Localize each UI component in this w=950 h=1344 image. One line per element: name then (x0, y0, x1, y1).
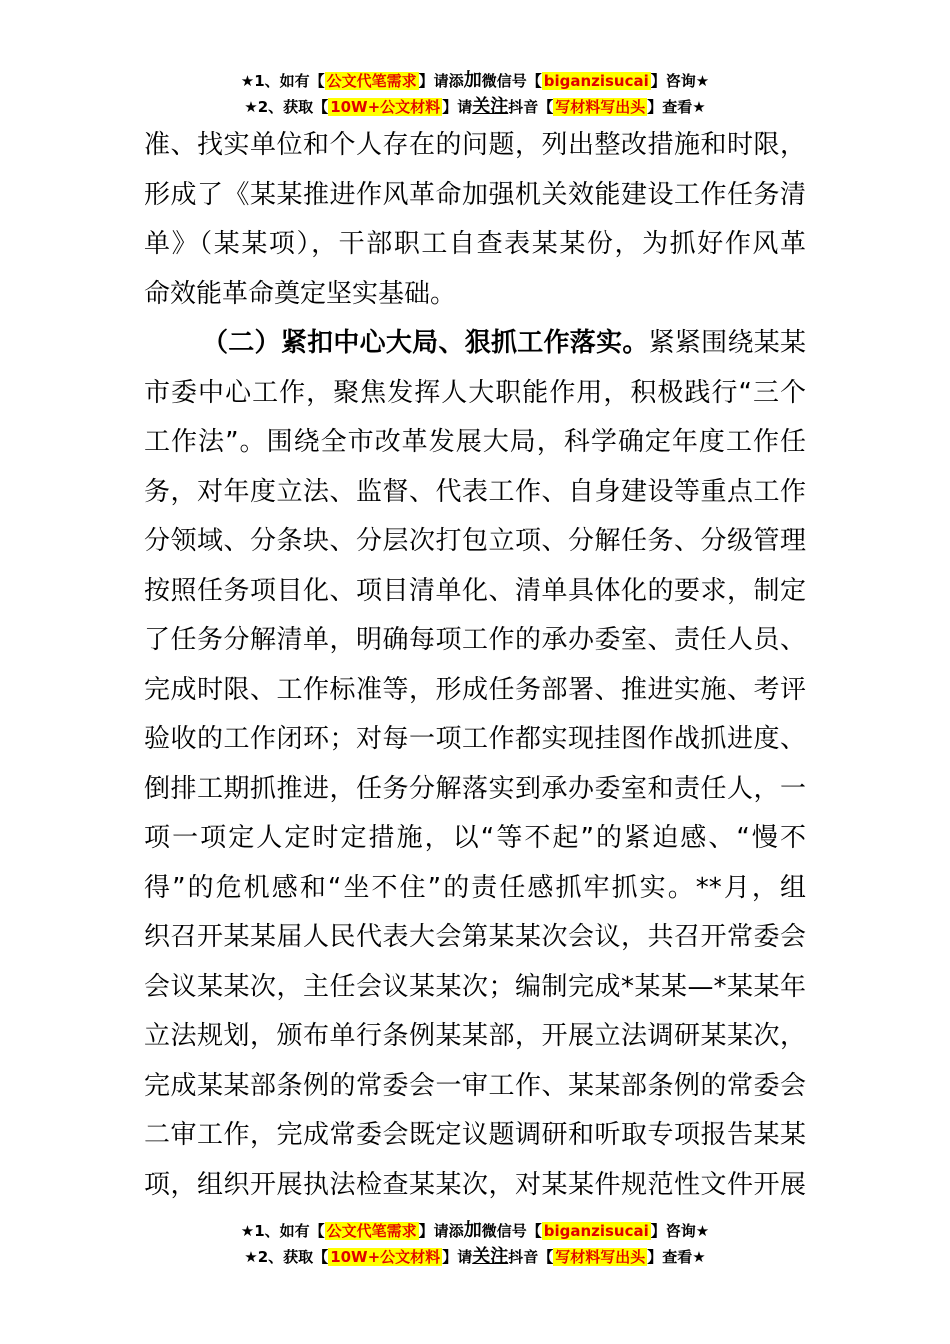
highlight-writing-service: 公文代笔需求 (326, 1222, 417, 1240)
text-line: 二审工作，完成常委会既定议题调研和听取专项报告某某 (144, 1120, 806, 1150)
text-line: 会议某某次，主任会议某某次；编制完成*某某—*某某年 (144, 971, 806, 1002)
highlight-writing-service: 公文代笔需求 (326, 72, 417, 90)
text-line: 完成时限、工作标准等，形成任务部署、推进实施、考评 (144, 674, 806, 705)
text-line: 得”的危机感和“坐不住”的责任感抓牢抓实。**月，组 (144, 872, 806, 903)
banner-line-1: ★1、如有【 公文代笔需求 】请添加微信号【 biganzisucai 】咨询★ (240, 1220, 710, 1241)
highlight-douyin: 写材料写出头 (555, 98, 646, 116)
text-line: 完成某某部条例的常委会一审工作、某某部条例的常委会 (144, 1070, 806, 1101)
highlight-wechat-id: biganzisucai (543, 1222, 649, 1240)
highlight-materials: 10W+公文材料 (330, 1248, 441, 1266)
text-line: 市委中心工作，聚焦发挥人大职能作用，积极践行“三个 (144, 377, 806, 408)
text-line: 形成了《某某推进作风革命加强机关效能建设工作任务清 (144, 179, 806, 210)
section-heading-line: （二）紧扣中心大局、狠抓工作落实。紧紧围绕某某 (202, 328, 806, 358)
banner-line-1: ★1、如有【 公文代笔需求 】请添加微信号【 biganzisucai 】咨询★ (240, 70, 710, 91)
banner-line-2: ★2、获取【 10W+公文材料 】请关注抖音【 写材料写出头 】查看★ (244, 96, 706, 117)
text-line: 工作法”。围绕全市改革发展大局，科学确定年度工作任 (144, 427, 806, 457)
text-line: 项，组织开展执法检查某某次，对某某件规范性文件开展 (144, 1169, 806, 1200)
text-line: 单》（某某项），干部职工自查表某某份，为抓好作风革 (144, 229, 806, 259)
highlight-douyin: 写材料写出头 (555, 1248, 646, 1266)
text-line: 立法规划，颁布单行条例某某部，开展立法调研某某次， (144, 1021, 806, 1051)
highlight-wechat-id: biganzisucai (543, 72, 649, 90)
highlight-materials: 10W+公文材料 (330, 98, 441, 116)
text-line: 倒排工期抓推进，任务分解落实到承办委室和责任人，一 (144, 773, 806, 804)
text-line: 分领域、分条块、分层次打包立项、分解任务、分级管理 (144, 526, 806, 556)
text-line: 织召开某某届人民代表大会第某某次会议，共召开常委会 (144, 922, 806, 952)
bottom-banner (0, 1218, 950, 1270)
top-banner (0, 68, 950, 120)
text-line: 准、找实单位和个人存在的问题，列出整改措施和时限， (144, 130, 806, 160)
document-body (144, 121, 806, 1210)
text-line: 了任务分解清单，明确每项工作的承办委室、责任人员、 (144, 625, 806, 655)
section-heading: （二）紧扣中心大局、狠抓工作落实。 (202, 328, 649, 358)
text-line: 务，对年度立法、监督、代表工作、自身建设等重点工作 (144, 476, 806, 507)
text-line: 项一项定人定时定措施，以“等不起”的紧迫感、“慢不 (144, 823, 806, 853)
text-line: 命效能革命奠定坚实基础。 (144, 278, 457, 309)
banner-line-2: ★2、获取【 10W+公文材料 】请关注抖音【 写材料写出头 】查看★ (244, 1246, 706, 1267)
text-line: 验收的工作闭环；对每一项工作都实现挂图作战抓进度、 (144, 724, 806, 754)
text-line: 按照任务项目化、项目清单化、清单具体化的要求，制定 (144, 575, 806, 606)
